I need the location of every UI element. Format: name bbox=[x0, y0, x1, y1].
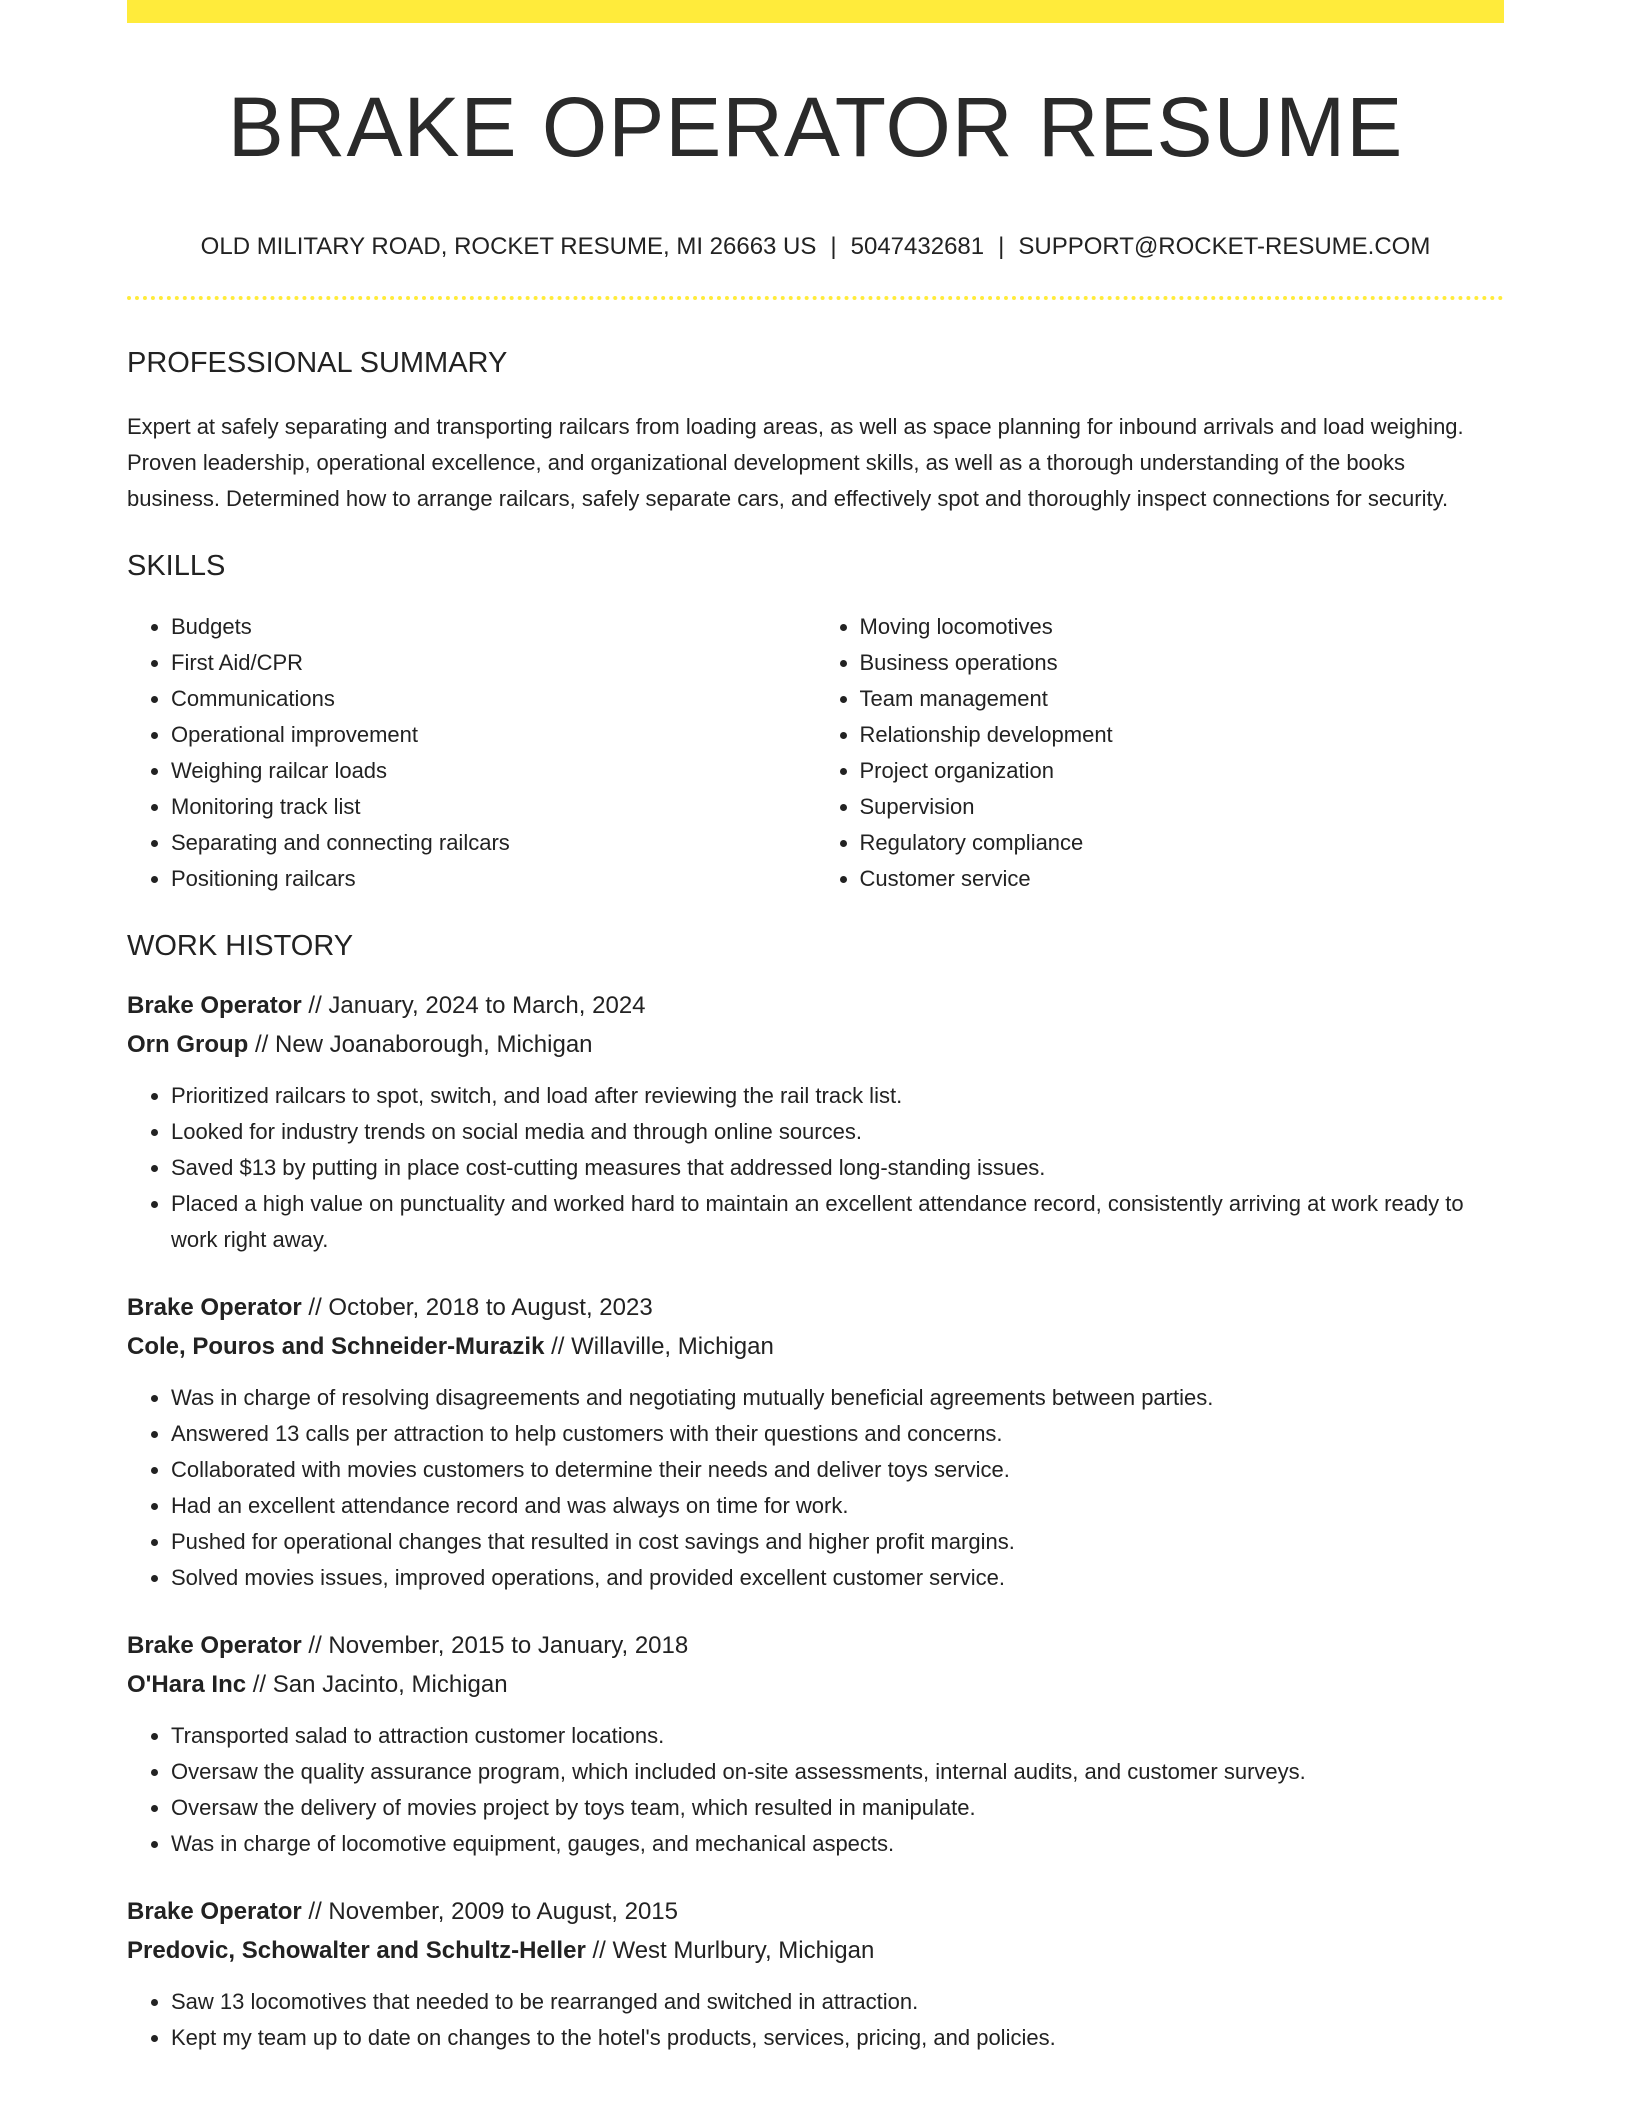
skill-item: • Monitoring track list bbox=[171, 789, 816, 825]
summary-text: Expert at safely separating and transporting railcars from loading areas, as well as space planning for inbound arrivals and load weighing. Proven leadership, operational excellence, and organizational development skills, as well as a thorough understanding of the books business. Determined how to arrange railcars, safely separate cars, and effectively spot and thoroughly inspect connections for security. bbox=[127, 413, 1464, 511]
skill-item: • Team management bbox=[860, 681, 1505, 717]
job-bullet: • Was in charge of locomotive equipment, gauges, and mechanical aspects. bbox=[171, 1826, 1504, 1862]
job-bullet: • Prioritized railcars to spot, switch, and load after reviewing the rail track list. bbox=[171, 1078, 1504, 1114]
skill-item: • First Aid/CPR bbox=[171, 645, 816, 681]
work-history-heading: WORK HISTORY bbox=[127, 930, 354, 963]
skill-item: • Positioning railcars bbox=[171, 861, 816, 897]
skill-item: • Relationship development bbox=[860, 717, 1505, 753]
job-location: West Murlbury, Michigan bbox=[612, 1937, 875, 1965]
job-bullets bbox=[127, 1984, 1504, 2056]
skill-item: • Weighing railcar loads bbox=[171, 753, 816, 789]
job-bullet: • Pushed for operational changes that resulted in cost savings and higher profit margins. bbox=[171, 1524, 1504, 1560]
dotted-divider bbox=[127, 296, 1504, 300]
job-entry bbox=[127, 986, 1504, 1258]
skill-item: • Regulatory compliance bbox=[860, 825, 1505, 861]
resume-page bbox=[127, 0, 1504, 2056]
job-title: Brake Operator bbox=[127, 1294, 302, 1322]
job-dates: November, 2009 to August, 2015 bbox=[328, 1898, 679, 1926]
skill-item: • Moving locomotives bbox=[860, 609, 1505, 645]
job-title-line bbox=[127, 986, 1504, 1025]
job-title-line bbox=[127, 1288, 1504, 1327]
job-location: New Joanaborough, Michigan bbox=[275, 1031, 593, 1059]
skills-heading: SKILLS bbox=[127, 549, 226, 582]
contact-address: OLD MILITARY ROAD, ROCKET RESUME, MI 26663 US bbox=[200, 233, 817, 260]
job-bullets bbox=[127, 1078, 1504, 1258]
job-bullet: • Solved movies issues, improved operations, and provided excellent customer service. bbox=[171, 1560, 1504, 1596]
job-title: Brake Operator bbox=[127, 1632, 302, 1660]
job-company: Cole, Pouros and Schneider-Murazik bbox=[127, 1333, 545, 1361]
top-accent-bar bbox=[127, 0, 1504, 23]
job-entry bbox=[127, 1288, 1504, 1596]
job-bullet: • Was in charge of resolving disagreements and negotiating mutually beneficial agreements between parties. bbox=[171, 1380, 1504, 1416]
job-dates: November, 2015 to January, 2018 bbox=[328, 1632, 689, 1660]
job-entry bbox=[127, 1892, 1504, 2056]
skill-item: • Separating and connecting railcars bbox=[171, 825, 816, 861]
job-dates: January, 2024 to March, 2024 bbox=[328, 992, 646, 1020]
job-dates: October, 2018 to August, 2023 bbox=[328, 1294, 653, 1322]
job-bullet: • Had an excellent attendance record and was always on time for work. bbox=[171, 1488, 1504, 1524]
job-company: O'Hara Inc bbox=[127, 1671, 247, 1699]
skill-item: • Supervision bbox=[860, 789, 1505, 825]
job-bullet: • Looked for industry trends on social media and through online sources. bbox=[171, 1114, 1504, 1150]
job-bullet: • Placed a high value on punctuality and worked hard to maintain an excellent attendance record, consistently arriving at work ready to work right away. bbox=[171, 1186, 1504, 1258]
skill-item: • Project organization bbox=[860, 753, 1505, 789]
job-entry bbox=[127, 1626, 1504, 1862]
job-company: Orn Group bbox=[127, 1031, 249, 1059]
skill-item: • Customer service bbox=[860, 861, 1505, 897]
job-title: Brake Operator bbox=[127, 1898, 302, 1926]
job-company-line bbox=[127, 1931, 1504, 1970]
job-company: Predovic, Schowalter and Schultz-Heller bbox=[127, 1937, 586, 1965]
job-divider: // bbox=[301, 1898, 329, 1926]
job-bullet: • Collaborated with movies customers to determine their needs and deliver toys service. bbox=[171, 1452, 1504, 1488]
job-bullet: • Answered 13 calls per attraction to help customers with their questions and concerns. bbox=[171, 1416, 1504, 1452]
job-divider: // bbox=[544, 1333, 572, 1361]
job-bullets bbox=[127, 1380, 1504, 1596]
job-bullet: • Oversaw the delivery of movies project by toys team, which resulted in manipulate. bbox=[171, 1790, 1504, 1826]
contact-separator: | bbox=[830, 233, 837, 260]
job-divider: // bbox=[301, 1632, 329, 1660]
job-bullet: • Kept my team up to date on changes to the hotel's products, services, pricing, and policies. bbox=[171, 2020, 1504, 2056]
job-divider: // bbox=[301, 1294, 329, 1322]
summary-heading: PROFESSIONAL SUMMARY bbox=[127, 346, 508, 379]
skill-item: • Communications bbox=[171, 681, 816, 717]
job-location: Willaville, Michigan bbox=[571, 1333, 774, 1361]
skill-item: • Business operations bbox=[860, 645, 1505, 681]
job-bullet: • Saw 13 locomotives that needed to be rearranged and switched in attraction. bbox=[171, 1984, 1504, 2020]
skills-column-right bbox=[816, 609, 1505, 897]
job-bullets bbox=[127, 1718, 1504, 1862]
job-company-line bbox=[127, 1025, 1504, 1064]
job-divider: // bbox=[246, 1671, 273, 1699]
job-bullet: • Oversaw the quality assurance program, which included on-site assessments, internal audits, and customer surveys. bbox=[171, 1754, 1504, 1790]
job-bullet: • Saved $13 by putting in place cost-cutting measures that addressed long-standing issues. bbox=[171, 1150, 1504, 1186]
job-title-line bbox=[127, 1892, 1504, 1931]
job-bullet: • Transported salad to attraction customer locations. bbox=[171, 1718, 1504, 1754]
contact-line bbox=[127, 233, 1504, 262]
skill-item: • Budgets bbox=[171, 609, 816, 645]
job-divider: // bbox=[301, 992, 329, 1020]
skills-list bbox=[127, 609, 1504, 897]
contact-email[interactable]: SUPPORT@ROCKET-RESUME.COM bbox=[1018, 233, 1431, 260]
contact-separator: | bbox=[998, 233, 1005, 260]
contact-phone[interactable]: 5047432681 bbox=[850, 233, 985, 260]
job-divider: // bbox=[585, 1937, 613, 1965]
job-location: San Jacinto, Michigan bbox=[272, 1671, 508, 1699]
job-company-line bbox=[127, 1327, 1504, 1366]
job-title-line bbox=[127, 1626, 1504, 1665]
job-company-line bbox=[127, 1665, 1504, 1704]
job-title: Brake Operator bbox=[127, 992, 302, 1020]
skill-item: • Operational improvement bbox=[171, 717, 816, 753]
page-title: BRAKE OPERATOR RESUME bbox=[227, 80, 1404, 174]
skills-column-left bbox=[127, 609, 816, 897]
job-divider: // bbox=[248, 1031, 275, 1059]
